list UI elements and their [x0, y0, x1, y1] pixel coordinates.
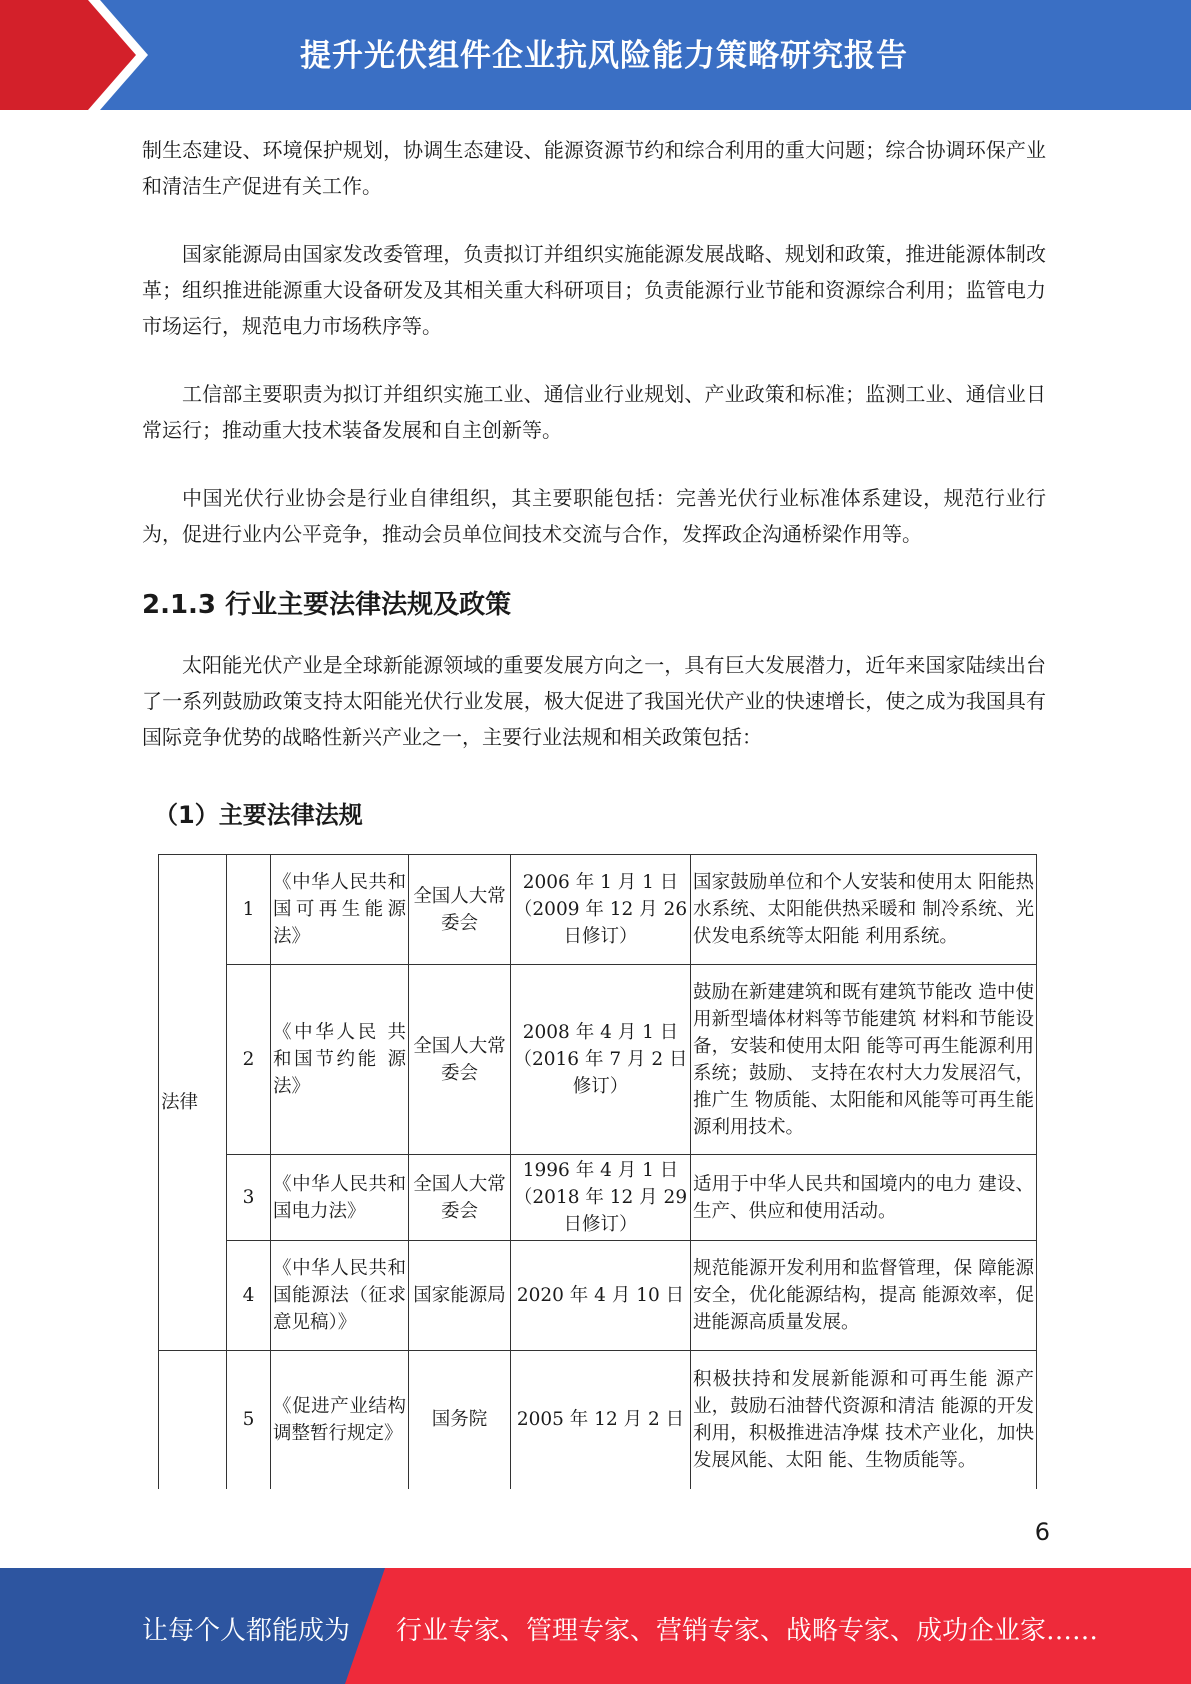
page-footer [0, 1568, 1191, 1684]
law-name: 《中华人民共和国电力法》 [271, 1155, 409, 1241]
issuer: 国务院 [409, 1351, 511, 1489]
footer-slogan-right: 行业专家、管理专家、营销专家、战略专家、成功企业家…… [396, 1616, 1099, 1646]
law-name: 《促进产业结构调整暂行规定》 [271, 1351, 409, 1489]
issuer: 国家能源局 [409, 1241, 511, 1351]
description: 规范能源开发利用和监督管理，保 障能源安全，优化能源结构，提高 能源效率，促进能源高质量发展。 [691, 1241, 1037, 1351]
header-arrow-decoration [0, 0, 160, 110]
laws-table [158, 854, 1037, 1489]
law-name: 《中华人民共和国可再生能源法》 [271, 855, 409, 965]
section-intro: 太阳能光伏产业是全球新能源领域的重要发展方向之一，具有巨大发展潜力，近年来国家陆续出台了一系列鼓励政策支持太阳能光伏行业发展，极大促进了我国光伏产业的快速增长，使之成为我国具有国际竞争优势的战略性新兴产业之一，主要行业法规和相关政策包括： [142, 653, 1046, 749]
report-title: 提升光伏组件企业抗风险能力策略研究报告 [300, 38, 908, 74]
effective-date: 2005 年 12 月 2 日 [511, 1351, 691, 1489]
row-number: 1 [227, 855, 271, 965]
category-cell [159, 1351, 227, 1489]
table-row [159, 1351, 1037, 1489]
effective-date: 2008 年 4 月 1 日（2016 年 7 月 2 日修订） [511, 965, 691, 1155]
issuer: 全国人大常委会 [409, 965, 511, 1155]
page-header [0, 0, 1191, 110]
table-row [159, 855, 1037, 965]
table-row [159, 1241, 1037, 1351]
footer-slogan-left: 让每个人都能成为 [142, 1616, 351, 1646]
row-number: 2 [227, 965, 271, 1155]
paragraph: 中国光伏行业协会是行业自律组织，其主要职能包括：完善光伏行业标准体系建设，规范行业行为，促进行业内公平竞争，推动会员单位间技术交流与合作，发挥政企沟通桥梁作用等。 [142, 486, 1046, 546]
subsection-heading: （1）主要法律法规 [154, 801, 363, 829]
description: 鼓励在新建建筑和既有建筑节能改 造中使用新型墙体材料等节能建筑 材料和节能设备，安装和使用太阳 能等可再生能源利用系统；鼓励、 支持在农村大力发展沼气，推广生 物质能、太阳能和风能等可再生能 源利用技术。 [691, 965, 1037, 1155]
issuer: 全国人大常委会 [409, 1155, 511, 1241]
page-number: 6 [1034, 1518, 1050, 1546]
effective-date: 1996 年 4 月 1 日（2018 年 12 月 29 日修订） [511, 1155, 691, 1241]
table-row [159, 1155, 1037, 1241]
law-name: 《中华人民共和国能源法（征求意见稿）》 [271, 1241, 409, 1351]
effective-date: 2006 年 1 月 1 日（2009 年 12 月 26 日修订） [511, 855, 691, 965]
description: 积极扶持和发展新能源和可再生能 源产业，鼓励石油替代资源和清洁 能源的开发利用，积极推进洁净煤 技术产业化，加快发展风能、太阳 能、生物质能等。 [691, 1351, 1037, 1489]
description: 适用于中华人民共和国境内的电力 建设、生产、供应和使用活动。 [691, 1155, 1037, 1241]
description: 国家鼓励单位和个人安装和使用太 阳能热水系统、太阳能供热采暖和 制冷系统、光伏发电系统等太阳能 利用系统。 [691, 855, 1037, 965]
paragraph: 制生态建设、环境保护规划，协调生态建设、能源资源节约和综合利用的重大问题；综合协调环保产业和清洁生产促进有关工作。 [142, 138, 1046, 198]
row-number: 5 [227, 1351, 271, 1489]
table-row [159, 965, 1037, 1155]
law-name: 《中华人民 共和国节约能 源法》 [271, 965, 409, 1155]
row-number: 4 [227, 1241, 271, 1351]
effective-date: 2020 年 4 月 10 日 [511, 1241, 691, 1351]
section-heading: 2.1.3 行业主要法律法规及政策 [142, 590, 512, 620]
issuer: 全国人大常委会 [409, 855, 511, 965]
category-cell: 法律 [159, 855, 227, 1351]
row-number: 3 [227, 1155, 271, 1241]
paragraph: 国家能源局由国家发改委管理，负责拟订并组织实施能源发展战略、规划和政策，推进能源体制改革；组织推进能源重大设备研发及其相关重大科研项目；负责能源行业节能和资源综合利用；监管电力市场运行，规范电力市场秩序等。 [142, 242, 1046, 338]
paragraph: 工信部主要职责为拟订并组织实施工业、通信业行业规划、产业政策和标准；监测工业、通信业日常运行；推动重大技术装备发展和自主创新等。 [142, 382, 1046, 442]
page-content [142, 132, 1046, 1489]
